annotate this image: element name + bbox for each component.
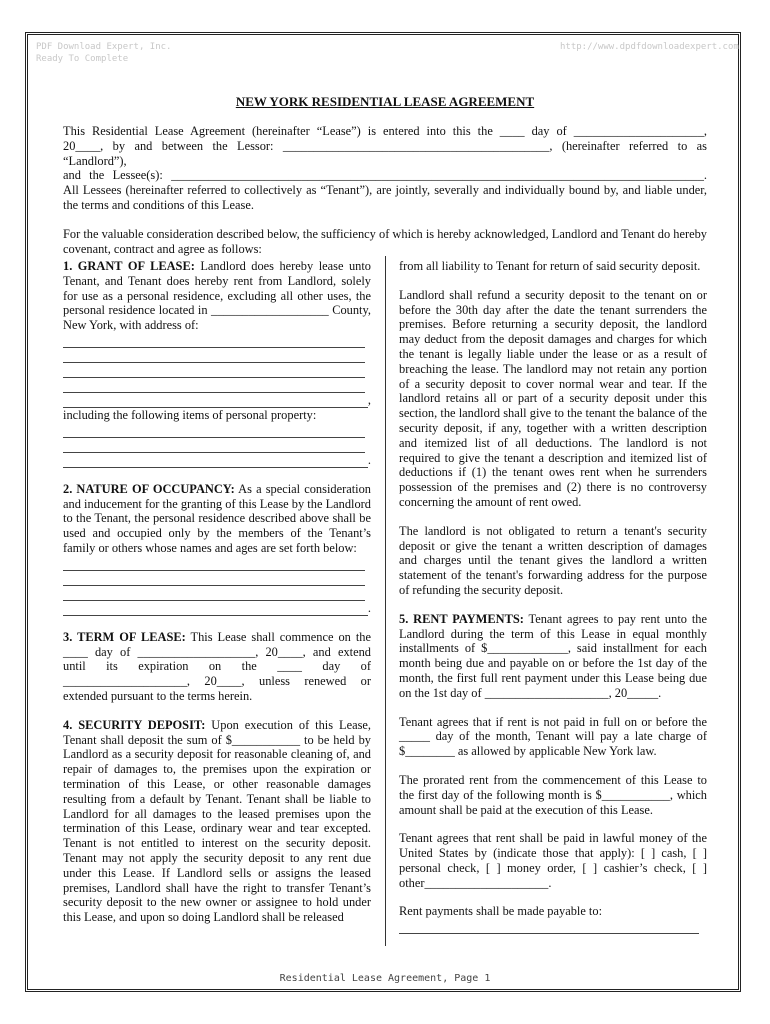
intro-section bbox=[63, 124, 707, 256]
section-grant-of-lease bbox=[63, 259, 371, 333]
occupant-line[interactable] bbox=[63, 571, 365, 586]
section-heading: 5. RENT PAYMENTS: bbox=[399, 611, 524, 626]
intro-line: the terms and conditions of this Lease. bbox=[63, 197, 254, 212]
address-line[interactable] bbox=[63, 393, 368, 408]
column-divider bbox=[385, 256, 386, 946]
section-heading: 1. GRANT OF LEASE: bbox=[63, 259, 195, 273]
payable-to-label: Rent payments shall be made payable to: bbox=[399, 904, 603, 919]
deposit-release-text: from all liability to Tenant for return of said security deposit. bbox=[399, 259, 701, 273]
section-security-deposit bbox=[63, 718, 371, 925]
left-column bbox=[63, 259, 371, 925]
property-line[interactable] bbox=[63, 453, 368, 468]
section-text: Landlord does hereby lease unto Tenant, and Tenant does hereby rent from Landlord, solely for use as a personal residence, excluding all other uses, the personal residence located in ___________________ County, New York, with address of: bbox=[63, 259, 371, 333]
deposit-refund-text: Landlord shall refund a security deposit to the tenant on or before the 30th day after the date the tenant surrenders the premises. Before returning a security deposit, the landlord may deduct from the deposit damages and charges for which the tenant is legally liable under the lease or as a result of breaching the lease. The landlord may not retain any portion of a security deposit to cover normal wear and tear. If the landlord retains all or part of a security deposit under this section, the landlord shall give to the tenant the balance of the security deposit, if any, together with a written description and itemized list of all deductions. The landlord is not required to give the tenant a description and itemized list of deductions if (1) the tenant owes rent when he surrenders possession of the premises and (2) there is no controversy concerning the amount of rent owed. bbox=[399, 287, 707, 509]
header-watermark-right: http://www.dpdfdownloadexpert.com bbox=[560, 42, 739, 52]
right-column bbox=[399, 259, 707, 934]
section-heading: 2. NATURE OF OCCUPANCY: bbox=[63, 481, 235, 496]
section-heading: 3. TERM OF LEASE: bbox=[63, 629, 186, 644]
section-rent-payments bbox=[399, 612, 707, 701]
address-line[interactable] bbox=[63, 333, 365, 348]
section-text: This Lease shall commence on the ____ day of ___________________, 20____, and extend until its expiration on the ____ day of ____________________, 20____, unless renewed or extended pursuant to the terms herein. bbox=[63, 629, 371, 703]
document-title: NEW YORK RESIDENTIAL LEASE AGREEMENT bbox=[235, 94, 535, 109]
section-text: Tenant agrees to pay rent unto the Landlord during the term of this Lease in equal monthly installments of $_____________, said installment for each month being due and payable on or before the 1st day of the month, the first full rent payment under this Lease being due on the 1st day of ____________________, 20_____. bbox=[399, 611, 707, 700]
occupant-line[interactable] bbox=[63, 586, 365, 601]
page-footer: Residential Lease Agreement, Page 1 bbox=[279, 973, 491, 984]
intro-line: All Lessees (hereinafter referred to collectively as “Tenant”), are jointly, severally and individually bound by, and liable under, bbox=[63, 183, 707, 198]
section-nature-of-occupancy bbox=[63, 482, 371, 556]
punctuation: . bbox=[367, 600, 371, 615]
intro-line: This Residential Lease Agreement (hereinafter “Lease”) is entered into this the ____ day of _____________________, bbox=[63, 124, 707, 138]
header-watermark-left-2: Ready To Complete bbox=[36, 54, 129, 64]
punctuation: , bbox=[367, 393, 371, 408]
section-text: Upon execution of this Lease, Tenant shall deposit the sum of $___________ to be held by Landlord as a security deposit for reasonable cleaning of, and repair of damages to, the premises upon the expiration or termination of this Lease, or other reasonable damages resulting from a default by Tenant. Tenant shall be liable to Landlord for all damages to the leased premises upon the termination of this Lease, ordinary wear and tear excepted. Tenant is not entitled to interest on the security deposit. Tenant may not apply the security deposit to any rent due under this Lease. If Landlord sells or assigns the leased premises, Landlord shall have the right to transfer Tenant’s security deposit to the new owner or assignee to hold under this Lease, and upon so doing Landlord shall be released bbox=[63, 717, 371, 925]
personal-property-label: including the following items of personal property: bbox=[63, 407, 317, 422]
address-line[interactable] bbox=[63, 378, 365, 393]
occupant-line[interactable] bbox=[63, 601, 368, 616]
section-text: As a special consideration and inducement for the granting of this Lease by the Landlord to the Tenant, the personal residence described above shall be used and occupied only by the members of the Tenant’s family or others whose names and ages are set forth below: bbox=[63, 481, 371, 555]
address-line[interactable] bbox=[63, 348, 365, 363]
intro-consideration: For the valuable consideration described below, the sufficiency of which is hereby acknowledged, Landlord and Tenant do hereby covenant, contract and agree as follows: bbox=[63, 226, 707, 256]
payable-to-line[interactable] bbox=[399, 919, 699, 934]
property-line[interactable] bbox=[63, 423, 365, 438]
deposit-obligation-text: The landlord is not obligated to return a tenant's security deposit or give the tenant a written description of damages and charges until the tenant gives the landlord a written statement of the tenant's forwarding address for the purpose of refunding the security deposit. bbox=[399, 523, 707, 597]
occupant-line[interactable] bbox=[63, 556, 365, 571]
property-line[interactable] bbox=[63, 438, 365, 453]
header-watermark-left: PDF Download Expert, Inc. bbox=[36, 42, 172, 52]
intro-line: 20____, by and between the Lessor: ___________________________________________, (hereinafter referred to as “Landlord”), bbox=[63, 138, 707, 168]
section-heading: 4. SECURITY DEPOSIT: bbox=[63, 717, 206, 732]
section-term-of-lease bbox=[63, 630, 371, 704]
intro-line: and the Lessee(s): ______________________________________________________________________________________. bbox=[63, 168, 707, 183]
address-line[interactable] bbox=[63, 363, 365, 378]
punctuation: . bbox=[367, 452, 371, 467]
payment-method-text: Tenant agrees that rent shall be paid in lawful money of the United States by (indicate those that apply): [ ] cash, [ ] personal check, [ ] money order, [ ] cashier’s check, [ ] other____________________. bbox=[399, 831, 707, 890]
late-charge-text: Tenant agrees that if rent is not paid in full on or before the _____ day of the month, Tenant will pay a late charge of $________ as allowed by applicable New York law. bbox=[399, 714, 707, 759]
prorated-rent-text: The prorated rent from the commencement of this Lease to the first day of the following month is $___________, which amount shall be paid at the execution of this Lease. bbox=[399, 772, 707, 817]
